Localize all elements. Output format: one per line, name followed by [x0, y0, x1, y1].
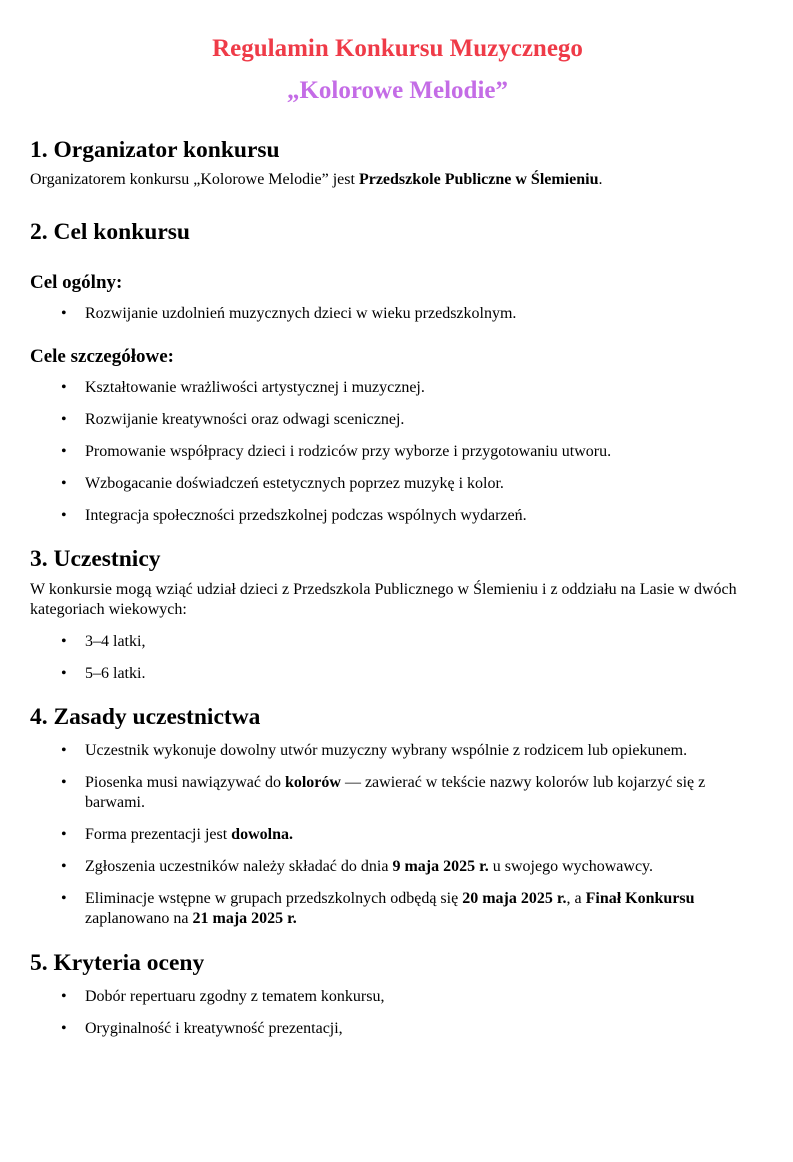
section-heading-rules: 4. Zasady uczestnictwa	[30, 704, 261, 730]
text-span: Forma prezentacji jest	[85, 826, 232, 843]
specific-goals-list	[30, 378, 765, 526]
subheading-specific-goals: Cele szczegółowe:	[30, 346, 175, 367]
participants-paragraph: W konkursie mogą wziąć udział dzieci z Przedszkola Publicznego w Ślemieniu i z oddziału na Lasie w dwóch kategoriach wiekowych:	[30, 581, 737, 618]
list-item: • Promowanie współpracy dzieci i rodziców przy wyborze i przygotowaniu utworu.	[30, 442, 765, 462]
list-item: • 3–4 latki,	[30, 632, 765, 652]
text-span: Eliminacje wstępne w grupach przedszkolnych odbędą się	[85, 890, 463, 907]
list-item: • Kształtowanie wrażliwości artystycznej i muzycznej.	[30, 378, 765, 398]
organizer-paragraph	[30, 170, 765, 190]
subheading-general-goal: Cel ogólny:	[30, 272, 123, 293]
organizer-text: Organizatorem konkursu „Kolorowe Melodie” jest	[30, 171, 359, 188]
list-item	[30, 857, 765, 877]
section-heading-criteria: 5. Kryteria oceny	[30, 950, 205, 976]
general-goal-list	[30, 304, 765, 324]
text-span: u swojego wychowawcy.	[488, 858, 654, 875]
organizer-period: .	[598, 171, 603, 188]
bold-span: 20 maja 2025 r.	[462, 890, 567, 907]
bold-span: Finał Konkursu	[585, 890, 695, 907]
document-subtitle: „Kolorowe Melodie”	[286, 77, 509, 104]
section-heading-goals: 2. Cel konkursu	[30, 219, 190, 245]
list-item: • Rozwijanie kreatywności oraz odwagi scenicznej.	[30, 410, 765, 430]
list-item: • Dobór repertuaru zgodny z tematem konkursu,	[30, 987, 765, 1007]
organizer-name: Przedszkole Publiczne w Ślemieniu	[358, 171, 599, 188]
text-span: , a	[566, 890, 586, 907]
section-heading-organizer: 1. Organizator konkursu	[30, 137, 280, 163]
bold-span: 21 maja 2025 r.	[192, 910, 297, 927]
section-heading-participants: 3. Uczestnicy	[30, 546, 161, 572]
bold-span: 9 maja 2025 r.	[392, 858, 489, 875]
criteria-list	[30, 987, 765, 1039]
list-item	[30, 773, 765, 813]
age-categories-list	[30, 632, 765, 684]
text-span: Piosenka musi nawiązywać do	[85, 774, 285, 791]
list-item: • 5–6 latki.	[30, 664, 765, 684]
document-page	[30, 32, 765, 1051]
list-item	[30, 825, 765, 845]
text-span: — zawierać w tekście nazwy kolorów lub kojarzyć się z barwami.	[85, 774, 706, 811]
rules-list	[30, 741, 765, 929]
text-span: Zgłoszenia uczestników należy składać do dnia	[85, 858, 393, 875]
list-item	[30, 889, 765, 929]
document-title: Regulamin Konkursu Muzycznego	[212, 35, 583, 62]
list-item: • Wzbogacanie doświadczeń estetycznych poprzez muzykę i kolor.	[30, 474, 765, 494]
bold-span: kolorów	[284, 774, 341, 791]
list-item: • Rozwijanie uzdolnień muzycznych dzieci w wieku przedszkolnym.	[30, 304, 765, 324]
text-span: zaplanowano na	[85, 910, 193, 927]
list-item: • Integracja społeczności przedszkolnej podczas wspólnych wydarzeń.	[30, 506, 765, 526]
list-item: • Oryginalność i kreatywność prezentacji,	[30, 1019, 765, 1039]
list-item: • Uczestnik wykonuje dowolny utwór muzyczny wybrany wspólnie z rodzicem lub opiekunem.	[30, 741, 765, 761]
bold-span: dowolna.	[231, 826, 293, 843]
